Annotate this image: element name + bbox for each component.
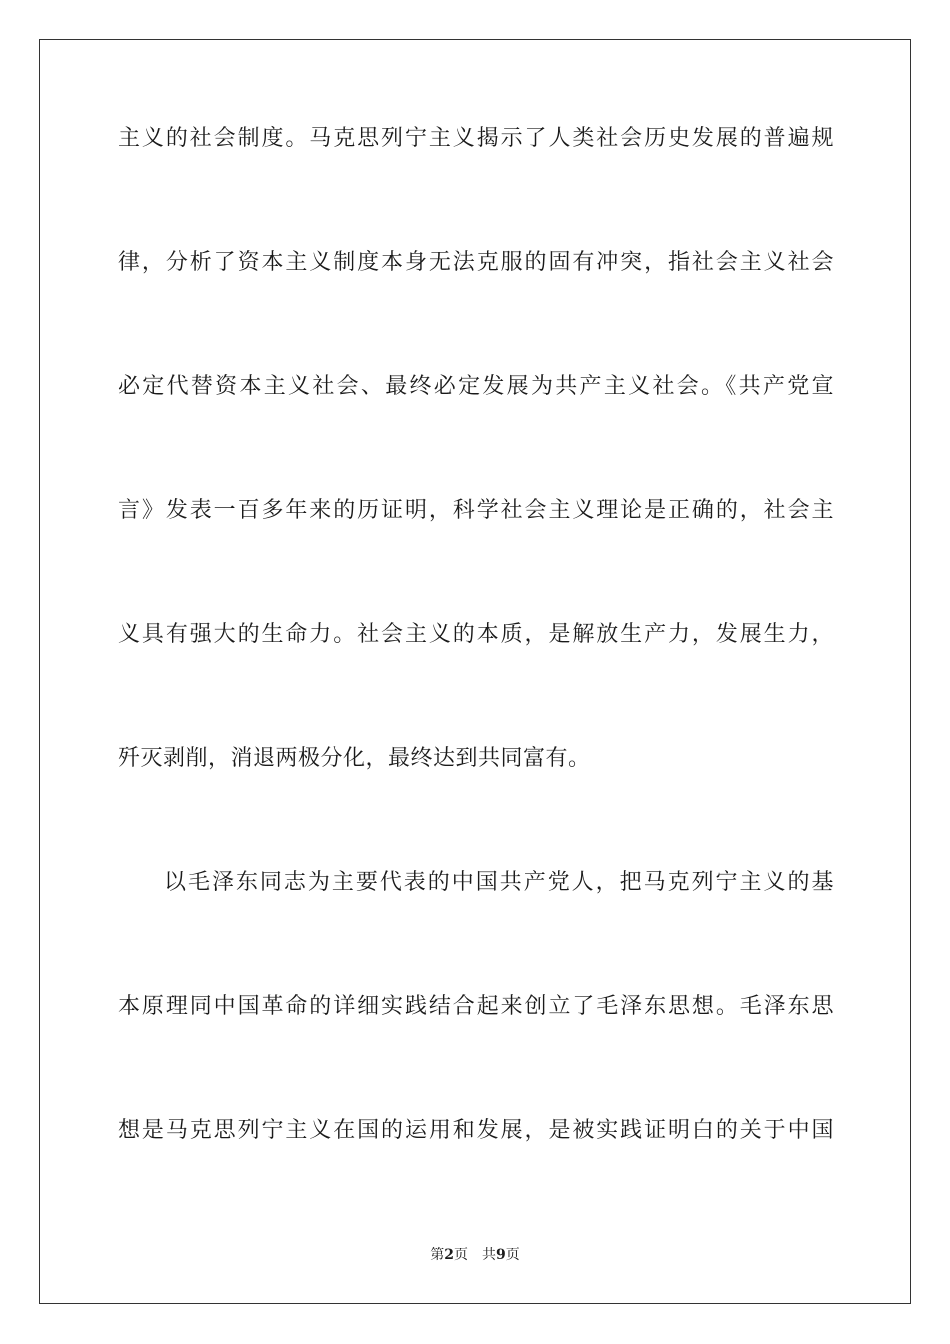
- text-line-8: 本原理同中国革命的详细实践结合起来创立了毛泽东思想。毛泽东思: [118, 994, 834, 1019]
- text-line-6: 歼灭剥削，消退两极分化，最终达到共同富有。: [118, 746, 591, 771]
- text-line-4: 言》发表一百多年来的历证明，科学社会主义理论是正确的，社会主: [118, 498, 834, 523]
- page-prefix: 第: [430, 1247, 445, 1263]
- total-prefix: 共: [482, 1247, 496, 1263]
- text-line-1: 主义的社会制度。马克思列宁主义揭示了人类社会历史发展的普遍规: [118, 126, 834, 151]
- document-body: [118, 126, 834, 1242]
- page-footer: [0, 1246, 950, 1264]
- total-page-number: 9: [496, 1247, 506, 1263]
- text-line-3: 必定代替资本主义社会、最终必定发展为共产主义社会。《共产党宣: [118, 374, 834, 399]
- current-page-number: 2: [444, 1247, 454, 1263]
- text-line-5: 义具有强大的生命力。社会主义的本质，是解放生产力，发展生力，: [118, 622, 834, 647]
- text-line-9: 想是马克思列宁主义在国的运用和发展，是被实践证明白的关于中国: [118, 1118, 834, 1143]
- total-unit: 页: [505, 1247, 520, 1263]
- page-unit: 页: [454, 1247, 468, 1263]
- text-line-7: 以毛泽东同志为主要代表的中国共产党人，把马克列宁主义的基: [164, 870, 834, 895]
- text-line-2: 律，分析了资本主义制度本身无法克服的固有冲突，指社会主义社会: [118, 250, 834, 275]
